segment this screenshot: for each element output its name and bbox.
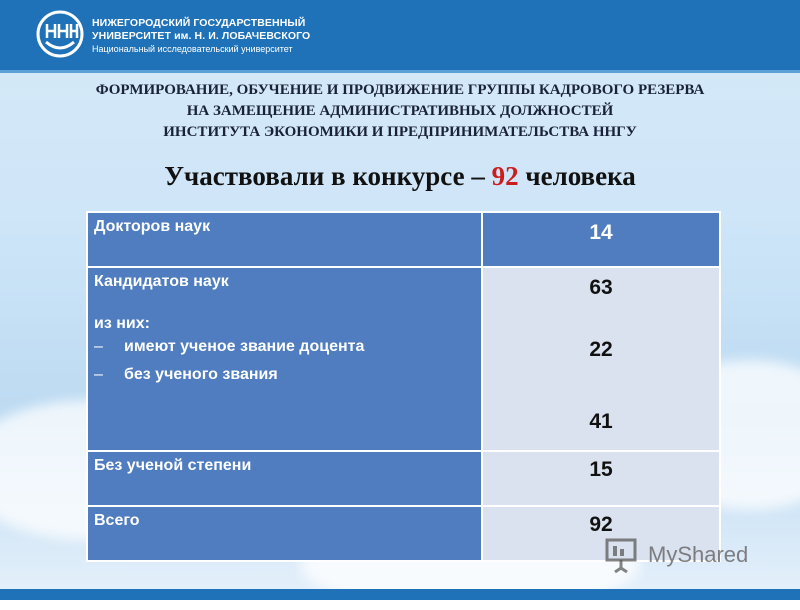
row-label-cell (87, 267, 482, 451)
no-title-label: без ученого звания (124, 366, 278, 383)
doctors-label: Докторов наук (94, 218, 211, 235)
no-title-value: 41 (589, 410, 613, 433)
university-tagline: Национальный исследовательский университет (92, 44, 293, 54)
participants-heading (0, 161, 800, 192)
table-row-candidates (87, 267, 720, 451)
university-header (0, 0, 800, 73)
footer-bar (0, 589, 800, 600)
candidates-breakdown-list (88, 333, 481, 389)
university-name-line1: НИЖЕГОРОДСКИЙ ГОСУДАРСТВЕННЫЙ (92, 17, 306, 29)
university-name-line2: УНИВЕРСИТЕТ им. Н. И. ЛОБАЧЕВСКОГО (92, 30, 311, 42)
row-value-cell (482, 451, 720, 506)
list-item (94, 361, 481, 389)
no-degree-value: 15 (589, 458, 613, 481)
watermark (604, 536, 774, 576)
participants-count: 92 (491, 161, 519, 191)
presentation-icon (604, 536, 640, 576)
docent-label: имеют ученое звание доцента (124, 338, 365, 355)
of-them-label: из них: (94, 315, 150, 332)
docent-value: 22 (589, 338, 613, 361)
participants-suffix: человека (518, 161, 636, 191)
total-value: 92 (589, 513, 613, 536)
total-label: Всего (94, 512, 140, 529)
row-label-cell (87, 451, 482, 506)
university-logo-icon (36, 10, 84, 58)
participants-prefix: Участвовали в конкурсе – (164, 161, 492, 191)
slide-title (0, 80, 800, 143)
watermark-text: MyShared (648, 542, 749, 567)
row-value-cell (482, 267, 720, 451)
slide-title-line1: ФОРМИРОВАНИЕ, ОБУЧЕНИЕ И ПРОДВИЖЕНИЕ ГРУППЫ КАДРОВОГО РЕЗЕРВА (95, 82, 705, 98)
candidates-label: Кандидатов наук (94, 273, 229, 290)
candidates-values (483, 268, 719, 434)
slide-title-line2: НА ЗАМЕЩЕНИЕ АДМИНИСТРАТИВНЫХ ДОЛЖНОСТЕЙ (186, 103, 614, 119)
participants-table (86, 211, 721, 562)
list-dash: – (94, 366, 103, 383)
no-degree-label: Без ученой степени (94, 457, 252, 474)
doctors-value: 14 (589, 221, 613, 244)
row-label-cell (87, 212, 482, 267)
table-row-doctors (87, 212, 720, 267)
slide-title-line3: ИНСТИТУТА ЭКОНОМИКИ И ПРЕДПРИНИМАТЕЛЬСТВА ННГУ (163, 124, 637, 140)
candidates-value: 63 (589, 276, 613, 299)
row-value-cell (482, 212, 720, 267)
list-item (94, 333, 481, 361)
table-row-no-degree (87, 451, 720, 506)
row-label-cell (87, 506, 482, 561)
list-dash: – (94, 338, 103, 355)
university-name (92, 17, 310, 56)
